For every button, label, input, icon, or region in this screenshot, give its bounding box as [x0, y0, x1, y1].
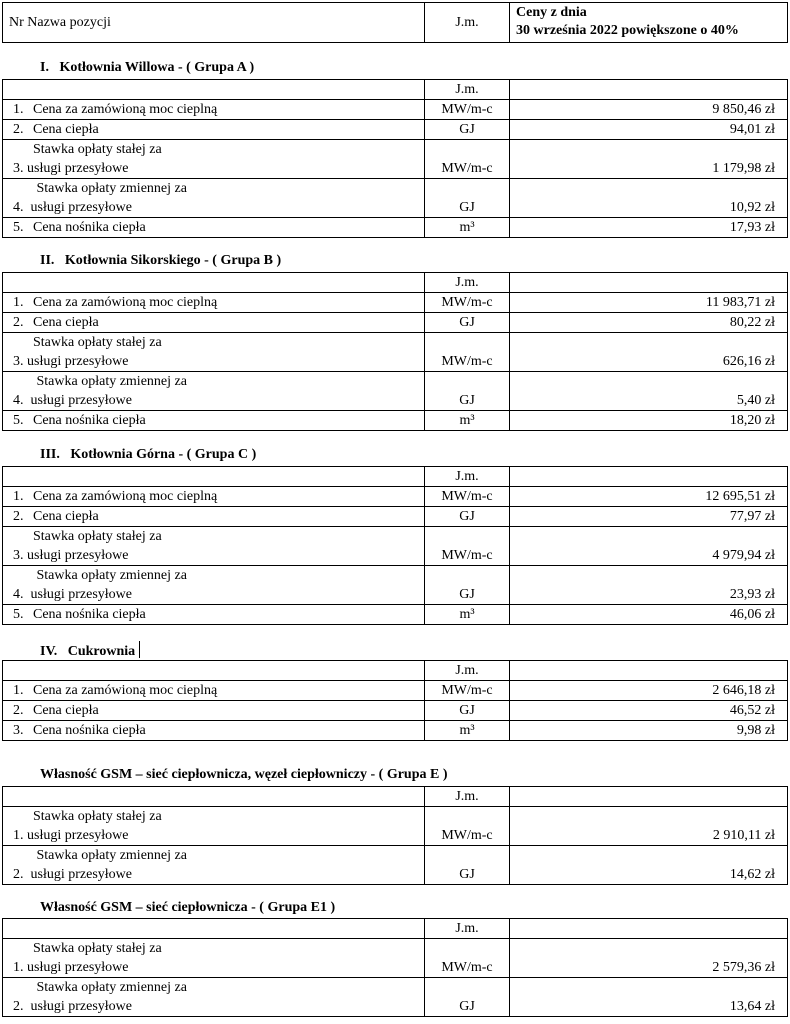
unit-header: J.m.: [425, 919, 510, 939]
item-name-line: usługi przesyłowe: [27, 393, 132, 408]
header-name-col: Nr Nazwa pozycji: [3, 3, 425, 43]
header-price-col: [510, 3, 788, 43]
empty-cell: [3, 273, 425, 293]
table-row: [3, 701, 788, 721]
table-row: [3, 846, 788, 885]
item-name-line: usługi przesyłowe: [27, 161, 129, 176]
item-unit: MW/m-c: [425, 100, 510, 120]
unit-header-row: [3, 467, 788, 487]
item-number: 1.: [13, 489, 24, 504]
unit-header-row: [3, 661, 788, 681]
item-price: 14,62 zł: [510, 846, 788, 885]
item-number: 2.: [13, 315, 24, 330]
item-unit: GJ: [425, 120, 510, 140]
table-row: [3, 605, 788, 625]
item-unit: GJ: [425, 701, 510, 721]
item-unit: GJ: [425, 313, 510, 333]
item-number: 3.: [13, 161, 24, 176]
item-price: 23,93 zł: [510, 566, 788, 605]
item-price: 94,01 zł: [510, 120, 788, 140]
item-number: 5.: [13, 413, 24, 428]
table-row: [3, 566, 788, 605]
item-name: Cena za zamówioną moc cieplną: [33, 489, 218, 504]
item-name: [27, 939, 162, 977]
item-price: 10,92 zł: [510, 179, 788, 218]
item-name-line: Stawka opłaty zmiennej za: [33, 374, 187, 389]
item-price: 13,64 zł: [510, 978, 788, 1017]
item-number: 3.: [13, 354, 24, 369]
item-unit: MW/m-c: [425, 807, 510, 846]
item-unit: m³: [425, 721, 510, 741]
item-unit: GJ: [425, 372, 510, 411]
header-price-line1: Ceny z dnia: [516, 5, 587, 20]
section-table: [2, 272, 788, 431]
item-unit: MW/m-c: [425, 681, 510, 701]
item-name-line: Stawka opłaty zmiennej za: [33, 568, 187, 583]
item-unit: MW/m-c: [425, 293, 510, 313]
item-name-line: Stawka opłaty stałej za: [33, 941, 162, 956]
item-unit: m³: [425, 605, 510, 625]
item-price: 17,93 zł: [510, 218, 788, 238]
section-table: [2, 660, 788, 741]
item-name: [27, 527, 162, 565]
item-name: Cena za zamówioną moc cieplną: [33, 683, 218, 698]
item-name: Cena za zamówioną moc cieplną: [33, 102, 218, 117]
item-name-cell: [3, 313, 425, 333]
item-number: 3.: [13, 723, 24, 738]
item-unit: MW/m-c: [425, 939, 510, 978]
item-name: Cena ciepła: [33, 122, 99, 137]
item-price: 2 646,18 zł: [510, 681, 788, 701]
header-row: [3, 3, 788, 43]
unit-header-row: [3, 273, 788, 293]
item-name-line: usługi przesyłowe: [27, 548, 129, 563]
item-unit: GJ: [425, 978, 510, 1017]
item-number: 4.: [13, 200, 24, 215]
table-row: [3, 140, 788, 179]
table-row: [3, 507, 788, 527]
unit-header: J.m.: [425, 273, 510, 293]
item-name-line: Stawka opłaty stałej za: [33, 529, 162, 544]
item-number: 2.: [13, 122, 24, 137]
item-price: 9 850,46 zł: [510, 100, 788, 120]
item-name-cell: [3, 372, 425, 411]
item-price: 4 979,94 zł: [510, 527, 788, 566]
item-price: 2 910,11 zł: [510, 807, 788, 846]
item-name-cell: [3, 179, 425, 218]
item-name-cell: [3, 333, 425, 372]
item-name-line: usługi przesyłowe: [27, 867, 132, 882]
item-name-line: usługi przesyłowe: [27, 999, 132, 1014]
item-number: 2.: [13, 867, 24, 882]
item-unit: MW/m-c: [425, 487, 510, 507]
item-name-cell: [3, 100, 425, 120]
item-number: 2.: [13, 703, 24, 718]
item-name: [27, 978, 187, 1016]
text-cursor: [139, 641, 140, 658]
item-name-cell: [3, 807, 425, 846]
item-name-cell: [3, 411, 425, 431]
item-name: [27, 333, 162, 371]
item-name-line: Stawka opłaty zmiennej za: [33, 181, 187, 196]
item-price: 2 579,36 zł: [510, 939, 788, 978]
item-name: Cena ciepła: [33, 509, 99, 524]
item-number: 2.: [13, 999, 24, 1014]
item-name-line: usługi przesyłowe: [27, 828, 129, 843]
item-name-cell: [3, 721, 425, 741]
item-name-cell: [3, 487, 425, 507]
item-unit: m³: [425, 411, 510, 431]
item-number: 2.: [13, 509, 24, 524]
table-row: [3, 721, 788, 741]
section-table: [2, 918, 788, 1017]
header-unit-col: J.m.: [425, 3, 510, 43]
empty-cell: [510, 661, 788, 681]
table-row: [3, 411, 788, 431]
item-price: 18,20 zł: [510, 411, 788, 431]
table-row: [3, 978, 788, 1017]
item-price: 626,16 zł: [510, 333, 788, 372]
item-number: 1.: [13, 683, 24, 698]
section-title: Własność GSM – sieć ciepłownicza, węzeł ciepłowniczy - ( Grupa E ): [40, 767, 448, 782]
item-name-cell: [3, 939, 425, 978]
item-name: [27, 566, 187, 604]
unit-header-row: [3, 787, 788, 807]
item-number: 1.: [13, 295, 24, 310]
section-title: II. Kotłownia Sikorskiego - ( Grupa B ): [40, 253, 282, 268]
unit-header: J.m.: [425, 80, 510, 100]
item-number: 3.: [13, 548, 24, 563]
item-name-cell: [3, 681, 425, 701]
item-number: 5.: [13, 607, 24, 622]
table-row: [3, 218, 788, 238]
item-name-line: usługi przesyłowe: [27, 587, 132, 602]
item-name-cell: [3, 605, 425, 625]
item-name: Cena nośnika ciepła: [33, 413, 146, 428]
table-row: [3, 487, 788, 507]
item-unit: MW/m-c: [425, 140, 510, 179]
item-price: 11 983,71 zł: [510, 293, 788, 313]
table-row: [3, 333, 788, 372]
item-name: [27, 140, 162, 178]
item-name-line: Stawka opłaty stałej za: [33, 809, 162, 824]
item-price: 1 179,98 zł: [510, 140, 788, 179]
table-row: [3, 527, 788, 566]
item-name-cell: [3, 218, 425, 238]
item-name-cell: [3, 507, 425, 527]
empty-cell: [3, 467, 425, 487]
item-name: Cena za zamówioną moc cieplną: [33, 295, 218, 310]
section-table: [2, 79, 788, 238]
item-name: Cena ciepła: [33, 315, 99, 330]
item-unit: GJ: [425, 566, 510, 605]
item-unit: MW/m-c: [425, 333, 510, 372]
item-price: 9,98 zł: [510, 721, 788, 741]
empty-cell: [3, 919, 425, 939]
table-row: [3, 313, 788, 333]
empty-cell: [3, 80, 425, 100]
header-table: [2, 2, 788, 43]
item-name: [27, 807, 162, 845]
section-title: Własność GSM – sieć ciepłownicza - ( Grupa E1 ): [40, 900, 336, 915]
section-table: [2, 466, 788, 625]
item-name-cell: [3, 140, 425, 179]
empty-cell: [510, 919, 788, 939]
table-row: [3, 100, 788, 120]
item-name-line: Stawka opłaty stałej za: [33, 335, 162, 350]
item-unit: GJ: [425, 846, 510, 885]
item-number: 1.: [13, 828, 24, 843]
item-name: Cena nośnika ciepła: [33, 220, 146, 235]
empty-cell: [510, 787, 788, 807]
item-number: 1.: [13, 960, 24, 975]
table-row: [3, 372, 788, 411]
section-title: IV. Cukrownia: [40, 641, 140, 660]
empty-cell: [3, 661, 425, 681]
table-row: [3, 939, 788, 978]
item-name: [27, 372, 187, 410]
item-price: 77,97 zł: [510, 507, 788, 527]
item-name-cell: [3, 978, 425, 1017]
item-name: Cena nośnika ciepła: [33, 723, 146, 738]
item-name-cell: [3, 120, 425, 140]
header-price-line2: 30 września 2022 powiększone o 40%: [516, 23, 739, 38]
unit-header: J.m.: [425, 787, 510, 807]
item-name-cell: [3, 701, 425, 721]
item-name-cell: [3, 293, 425, 313]
item-price: 5,40 zł: [510, 372, 788, 411]
item-name-line: usługi przesyłowe: [27, 200, 132, 215]
unit-header: J.m.: [425, 467, 510, 487]
item-name: [27, 846, 187, 884]
section-table: [2, 786, 788, 885]
item-price: 46,52 zł: [510, 701, 788, 721]
section-title: I. Kotłownia Willowa - ( Grupa A ): [40, 60, 255, 75]
item-name: [27, 179, 187, 217]
item-name-cell: [3, 527, 425, 566]
item-number: 4.: [13, 393, 24, 408]
item-price: 12 695,51 zł: [510, 487, 788, 507]
item-name-line: Stawka opłaty zmiennej za: [33, 980, 187, 995]
item-price: 80,22 zł: [510, 313, 788, 333]
table-row: [3, 120, 788, 140]
unit-header-row: [3, 80, 788, 100]
item-name-line: Stawka opłaty stałej za: [33, 142, 162, 157]
item-unit: MW/m-c: [425, 527, 510, 566]
item-price: 46,06 zł: [510, 605, 788, 625]
item-number: 1.: [13, 102, 24, 117]
empty-cell: [510, 80, 788, 100]
table-row: [3, 179, 788, 218]
item-name-cell: [3, 566, 425, 605]
section-title: III. Kotłownia Górna - ( Grupa C ): [40, 447, 257, 462]
unit-header: J.m.: [425, 661, 510, 681]
table-row: [3, 807, 788, 846]
item-unit: m³: [425, 218, 510, 238]
item-name: Cena ciepła: [33, 703, 99, 718]
item-number: 5.: [13, 220, 24, 235]
unit-header-row: [3, 919, 788, 939]
item-name-cell: [3, 846, 425, 885]
empty-cell: [510, 467, 788, 487]
item-name: Cena nośnika ciepła: [33, 607, 146, 622]
item-unit: GJ: [425, 507, 510, 527]
item-name-line: Stawka opłaty zmiennej za: [33, 848, 187, 863]
item-number: 4.: [13, 587, 24, 602]
table-row: [3, 681, 788, 701]
item-unit: GJ: [425, 179, 510, 218]
empty-cell: [510, 273, 788, 293]
item-name-line: usługi przesyłowe: [27, 960, 129, 975]
table-row: [3, 293, 788, 313]
empty-cell: [3, 787, 425, 807]
item-name-line: usługi przesyłowe: [27, 354, 129, 369]
